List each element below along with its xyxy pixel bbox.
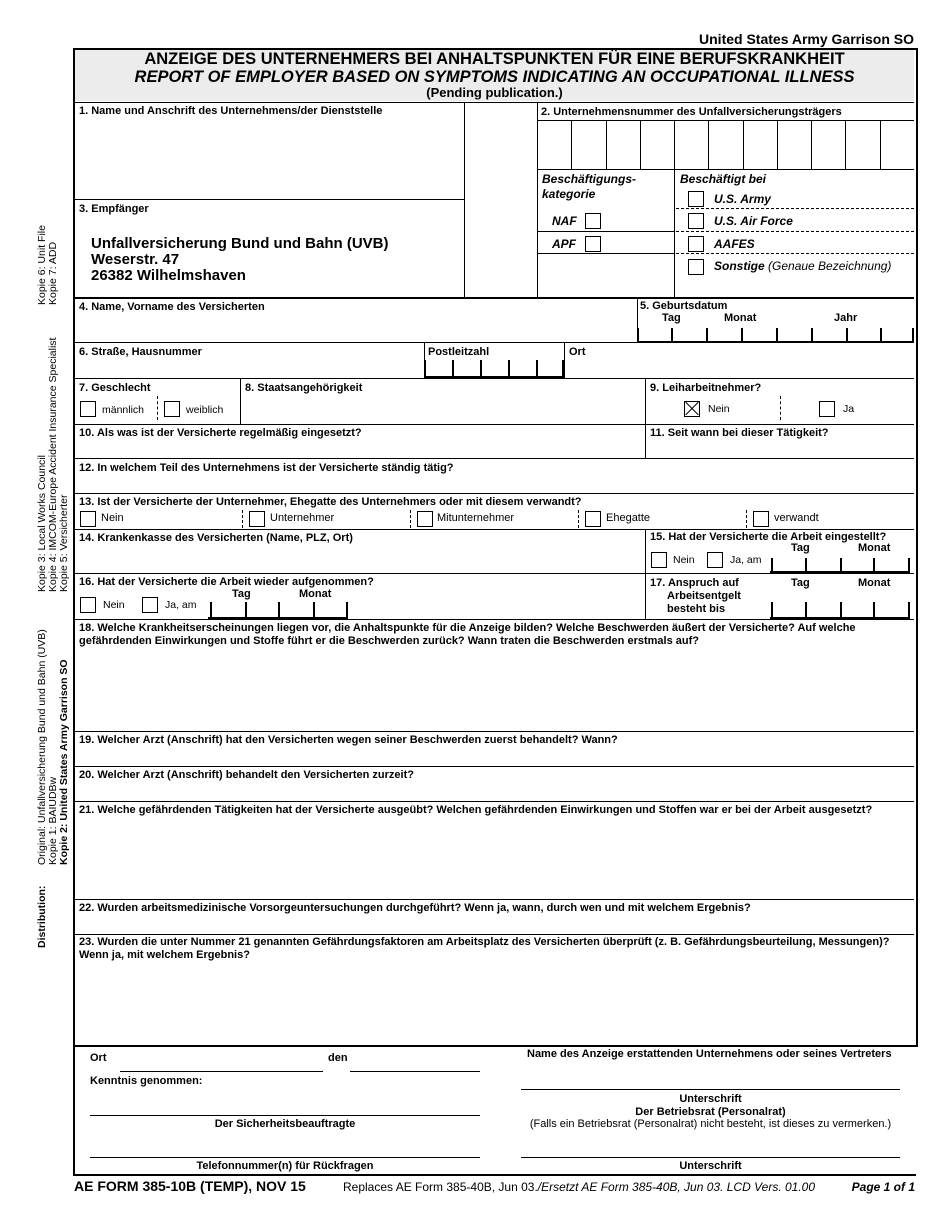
stopped-date-tick xyxy=(771,558,773,572)
salary-until-tick xyxy=(908,602,910,618)
naf-checkbox[interactable] xyxy=(585,213,601,229)
place-label: Ort xyxy=(90,1052,107,1064)
apf-checkbox[interactable] xyxy=(585,236,601,252)
apf-label: APF xyxy=(552,237,576,251)
works-council-label: Der Betriebsrat (Personalrat) xyxy=(635,1106,786,1118)
employed-at-label: Beschäftigt bei xyxy=(680,172,767,186)
us-air-force-checkbox[interactable] xyxy=(688,213,704,229)
company-number-cell-divider xyxy=(571,120,572,169)
phone-line[interactable] xyxy=(90,1157,480,1158)
resumed-date-tick xyxy=(346,602,348,618)
city-field[interactable] xyxy=(566,360,914,378)
resumed-date-tick xyxy=(210,602,212,618)
birth-date-tick xyxy=(776,328,778,342)
company-number-cell-divider xyxy=(708,120,709,169)
salary-until-tick xyxy=(805,602,807,618)
relation-spouse-checkbox[interactable] xyxy=(585,511,601,527)
stopped-date-tick xyxy=(805,558,807,572)
resumed-no-label: Nein xyxy=(103,599,125,611)
relation-co-employer-checkbox[interactable] xyxy=(417,511,433,527)
us-army-checkbox[interactable] xyxy=(688,191,704,207)
place-line[interactable] xyxy=(120,1071,323,1072)
company-number-cell-divider xyxy=(777,120,778,169)
since-when-field[interactable] xyxy=(647,441,914,458)
street-field[interactable] xyxy=(75,360,423,378)
signature-caption-1: Unterschrift xyxy=(679,1093,742,1105)
field-17-label: 17. Anspruch auf xyxy=(650,577,739,589)
male-checkbox[interactable] xyxy=(80,401,96,417)
field-15-label: 15. Hat der Versicherte die Arbeit eingestellt? xyxy=(650,531,887,543)
us-army-label: U.S. Army xyxy=(714,192,771,206)
birth-date-tick xyxy=(880,328,882,342)
insured-name-field[interactable] xyxy=(75,315,636,342)
postal-code-tick xyxy=(480,360,482,377)
birth-date-tick xyxy=(671,328,673,342)
salary-until-tick xyxy=(771,602,773,618)
birth-date-tick xyxy=(706,328,708,342)
salary-day-label: Tag xyxy=(791,577,810,589)
aafes-checkbox[interactable] xyxy=(688,236,704,252)
copy-3: Kopie 3: Local Works Council xyxy=(36,455,48,592)
field-18-label: 18. Welche Krankheitserscheinungen liegen vor, die Anhaltspunkte für die Anzeige bilden? Welche Beschwerden äußert der Versicherte? Auf welche xyxy=(79,622,856,634)
female-checkbox[interactable] xyxy=(164,401,180,417)
copy-6: Kopie 6: Unit File xyxy=(36,225,48,305)
title-en: REPORT OF EMPLOYER BASED ON SYMPTOMS INDICATING AN OCCUPATIONAL ILLNESS xyxy=(134,68,855,86)
field-19-label: 19. Welcher Arzt (Anschrift) hat den Versicherten wegen seiner Beschwerden zuerst behandelt? Wann? xyxy=(79,734,618,746)
copy-5: Kopie 5: Versicherter xyxy=(58,494,70,592)
postal-code-tick xyxy=(536,360,538,377)
stopped-yes-checkbox[interactable] xyxy=(707,552,723,568)
relation-none-checkbox[interactable] xyxy=(80,511,96,527)
birth-year-label: Jahr xyxy=(834,312,858,324)
naf-label: NAF xyxy=(552,214,577,228)
resumed-yes-label: Ja, am xyxy=(165,599,197,611)
resumed-date-tick xyxy=(278,602,280,618)
field-11-label: 11. Seit wann bei dieser Tätigkeit? xyxy=(650,427,829,439)
copy-2: Kopie 2: United States Army Garrison SO xyxy=(58,659,70,865)
date-label: den xyxy=(328,1052,348,1064)
relation-none-label: Nein xyxy=(101,512,124,524)
copy-original: Original: Unfallversicherung Bund und Bahn (UVB) xyxy=(36,629,48,865)
stopped-no-checkbox[interactable] xyxy=(651,552,667,568)
category-label: Beschäftigungs- xyxy=(542,172,637,186)
relation-employer-label: Unternehmer xyxy=(270,512,335,524)
field-17-label-3: besteht bis xyxy=(667,603,726,615)
current-doctor-field[interactable] xyxy=(75,783,914,801)
relation-related-label: verwandt xyxy=(774,512,819,524)
form-number: AE FORM 385-10B (TEMP), NOV 15 xyxy=(74,1178,306,1194)
company-number-field[interactable] xyxy=(537,120,914,169)
company-number-cell-divider xyxy=(743,120,744,169)
field-13-label: 13. Ist der Versicherte der Unternehmer, Ehegatte des Unternehmers oder mit diesem verwandt? xyxy=(79,496,582,508)
stopped-date-tick xyxy=(840,558,842,572)
temp-worker-no-checkbox[interactable] xyxy=(684,401,700,417)
regular-role-field[interactable] xyxy=(75,441,643,458)
stopped-day-label: Tag xyxy=(791,542,810,554)
field-16-label: 16. Hat der Versicherte die Arbeit wieder aufgenommen? xyxy=(79,576,374,588)
distribution-label: Distribution: xyxy=(36,885,48,948)
stopped-month-label: Monat xyxy=(858,542,891,554)
recipient-line-2: Weserstr. 47 xyxy=(91,251,180,268)
field-3-label: 3. Empfänger xyxy=(79,203,149,215)
hazardous-activities-field[interactable] xyxy=(75,818,914,899)
field-22-label: 22. Wurden arbeitsmedizinische Vorsorgeuntersuchungen durchgeführt? Wenn ja, wann, durch wen und mit welchem Ergebnis? xyxy=(79,902,751,914)
stopped-yes-label: Ja, am xyxy=(730,554,762,566)
title-pending: (Pending publication.) xyxy=(426,85,563,100)
other-employer-label: Sonstige (Genaue Bezeichnung) xyxy=(714,259,892,273)
postal-code-tick xyxy=(562,360,564,377)
health-insurance-field[interactable] xyxy=(75,546,643,573)
other-employer-checkbox[interactable] xyxy=(688,259,704,275)
company-number-cell-divider xyxy=(880,120,881,169)
field-17-label-2: Arbeitsentgelt xyxy=(667,590,741,602)
replaces-note: Replaces AE Form 385-40B, Jun 03./Ersetzt AE Form 385-40B, Jun 03. LCD Vers. 01.00 xyxy=(343,1180,816,1194)
recipient-line-3: 26382 Wilhelmshaven xyxy=(91,267,246,284)
field-7-label: 7. Geschlecht xyxy=(79,382,151,394)
field-18-label-2: gefährdenden Einwirkungen und Stoffe führt er die Beschwerden zurück? Wann traten die Beschwerden erstmals auf? xyxy=(79,635,699,647)
postal-code-field[interactable] xyxy=(424,359,564,377)
field-10-label: 10. Als was ist der Versicherte regelmäßig eingesetzt? xyxy=(79,427,362,439)
company-number-cell-divider xyxy=(811,120,812,169)
city-label: Ort xyxy=(569,346,586,358)
resumed-yes-checkbox[interactable] xyxy=(142,597,158,613)
birth-date-tick xyxy=(846,328,848,342)
birth-date-tick xyxy=(912,328,914,342)
first-doctor-field[interactable] xyxy=(75,748,914,766)
us-air-force-label: U.S. Air Force xyxy=(714,214,793,228)
title-de: ANZEIGE DES UNTERNEHMERS BEI ANHALTSPUNKTEN FÜR EINE BERUFSKRANKHEIT xyxy=(144,50,845,68)
field-21-label: 21. Welche gefährdenden Tätigkeiten hat der Versicherte ausgeübt? Welchen gefährdenden Einwirkungen und Stoffen war er bei der Arbeit ausgesetzt? xyxy=(79,804,873,816)
field-23-label-2: Wenn ja, mit welchem Ergebnis? xyxy=(79,949,250,961)
resumed-day-label: Tag xyxy=(232,588,251,600)
acknowledged-label: Kenntnis genommen: xyxy=(90,1075,203,1087)
temp-worker-no-label: Nein xyxy=(708,403,730,415)
salary-until-tick xyxy=(840,602,842,618)
works-council-signature-line[interactable] xyxy=(521,1157,900,1158)
hazard-assessment-field[interactable] xyxy=(75,964,914,1041)
relation-related-checkbox[interactable] xyxy=(753,511,769,527)
company-number-cell-divider xyxy=(606,120,607,169)
company-number-cell-divider xyxy=(640,120,641,169)
temp-worker-yes-label: Ja xyxy=(843,403,855,415)
nationality-field[interactable] xyxy=(242,396,644,424)
field-1-label: 1. Name und Anschrift des Unternehmens/der Dienststelle xyxy=(79,105,383,117)
birth-date-tick xyxy=(741,328,743,342)
garrison-label: United States Army Garrison SO xyxy=(699,31,914,47)
postal-code-label: Postleitzahl xyxy=(428,346,490,358)
stopped-no-label: Nein xyxy=(673,554,695,566)
field-12-label: 12. In welchem Teil des Unternehmens ist der Versicherte ständig tätig? xyxy=(79,462,454,474)
representative-signature-line[interactable] xyxy=(521,1089,900,1090)
salary-month-label: Monat xyxy=(858,577,891,589)
symptoms-field[interactable] xyxy=(75,650,914,731)
works-council-note: (Falls ein Betriebsrat (Personalrat) nicht besteht, ist dieses zu vermerken.) xyxy=(529,1118,892,1130)
birth-date-tick xyxy=(637,328,639,342)
relation-employer-checkbox[interactable] xyxy=(249,511,265,527)
page-number: Page 1 of 1 xyxy=(851,1180,915,1194)
temp-worker-yes-checkbox[interactable] xyxy=(819,401,835,417)
salary-until-tick xyxy=(873,602,875,618)
company-part-field[interactable] xyxy=(75,476,914,493)
safety-officer-line[interactable] xyxy=(90,1115,480,1116)
copy-7: Kopie 7: ADD xyxy=(47,241,59,305)
copy-1: Kopie 1: BAIUDBw xyxy=(47,776,59,865)
birth-month-label: Monat xyxy=(724,312,757,324)
company-number-cell-divider xyxy=(845,120,846,169)
stopped-date-tick xyxy=(873,558,875,572)
category-label-2: kategorie xyxy=(542,187,596,201)
safety-officer-label: Der Sicherheitsbeauftragte xyxy=(214,1118,356,1130)
field-23-label: 23. Wurden die unter Nummer 21 genannten Gefährdungsfaktoren am Arbeitsplatz des Versicherten überprüft (z. B. Gefährdungsbeurteilung, Messungen)? xyxy=(79,936,890,948)
company-name-address-field[interactable] xyxy=(75,120,462,198)
relation-co-employer-label: Mitunternehmer xyxy=(437,512,515,524)
phone-label: Telefonnummer(n) für Rückfragen xyxy=(196,1160,374,1172)
aafes-label: AAFES xyxy=(714,237,755,251)
postal-code-tick xyxy=(424,360,426,377)
field-5-label: 5. Geburtsdatum xyxy=(640,300,728,312)
male-label: männlich xyxy=(102,404,145,416)
resumed-date-tick xyxy=(245,602,247,618)
field-8-label: 8. Staatsangehörigkeit xyxy=(245,382,363,394)
resumed-date-tick xyxy=(313,602,315,618)
stopped-date-tick xyxy=(908,558,910,572)
birth-day-label: Tag xyxy=(662,312,681,324)
field-4-label: 4. Name, Vorname des Versicherten xyxy=(79,301,265,313)
field-20-label: 20. Welcher Arzt (Anschrift) behandelt den Versicherten zurzeit? xyxy=(79,769,414,781)
relation-spouse-label: Ehegatte xyxy=(606,512,651,524)
postal-code-tick xyxy=(452,360,454,377)
birth-date-tick xyxy=(811,328,813,342)
resumed-no-checkbox[interactable] xyxy=(80,597,96,613)
field-9-label: 9. Leiharbeitnehmer? xyxy=(650,382,762,394)
postal-code-tick xyxy=(508,360,510,377)
resumed-month-label: Monat xyxy=(299,588,332,600)
female-label: weiblich xyxy=(186,404,224,416)
recipient-line-1: Unfallversicherung Bund und Bahn (UVB) xyxy=(91,235,389,252)
signature-caption-2: Unterschrift xyxy=(679,1160,742,1172)
field-14-label: 14. Krankenkasse des Versicherten (Name, PLZ, Ort) xyxy=(79,532,353,544)
field-2-label: 2. Unternehmensnummer des Unfallversicherungsträgers xyxy=(541,106,842,118)
company-number-cell-divider xyxy=(674,120,675,169)
medical-checks-field[interactable] xyxy=(75,916,914,934)
date-line[interactable] xyxy=(350,1071,480,1072)
representative-label: Name des Anzeige erstattenden Unternehmens oder seines Vertreters xyxy=(527,1048,892,1060)
copy-4: Kopie 4: IMCOM-Europe Accident Insurance Specialist xyxy=(47,337,59,592)
field-6-label: 6. Straße, Hausnummer xyxy=(79,346,202,358)
